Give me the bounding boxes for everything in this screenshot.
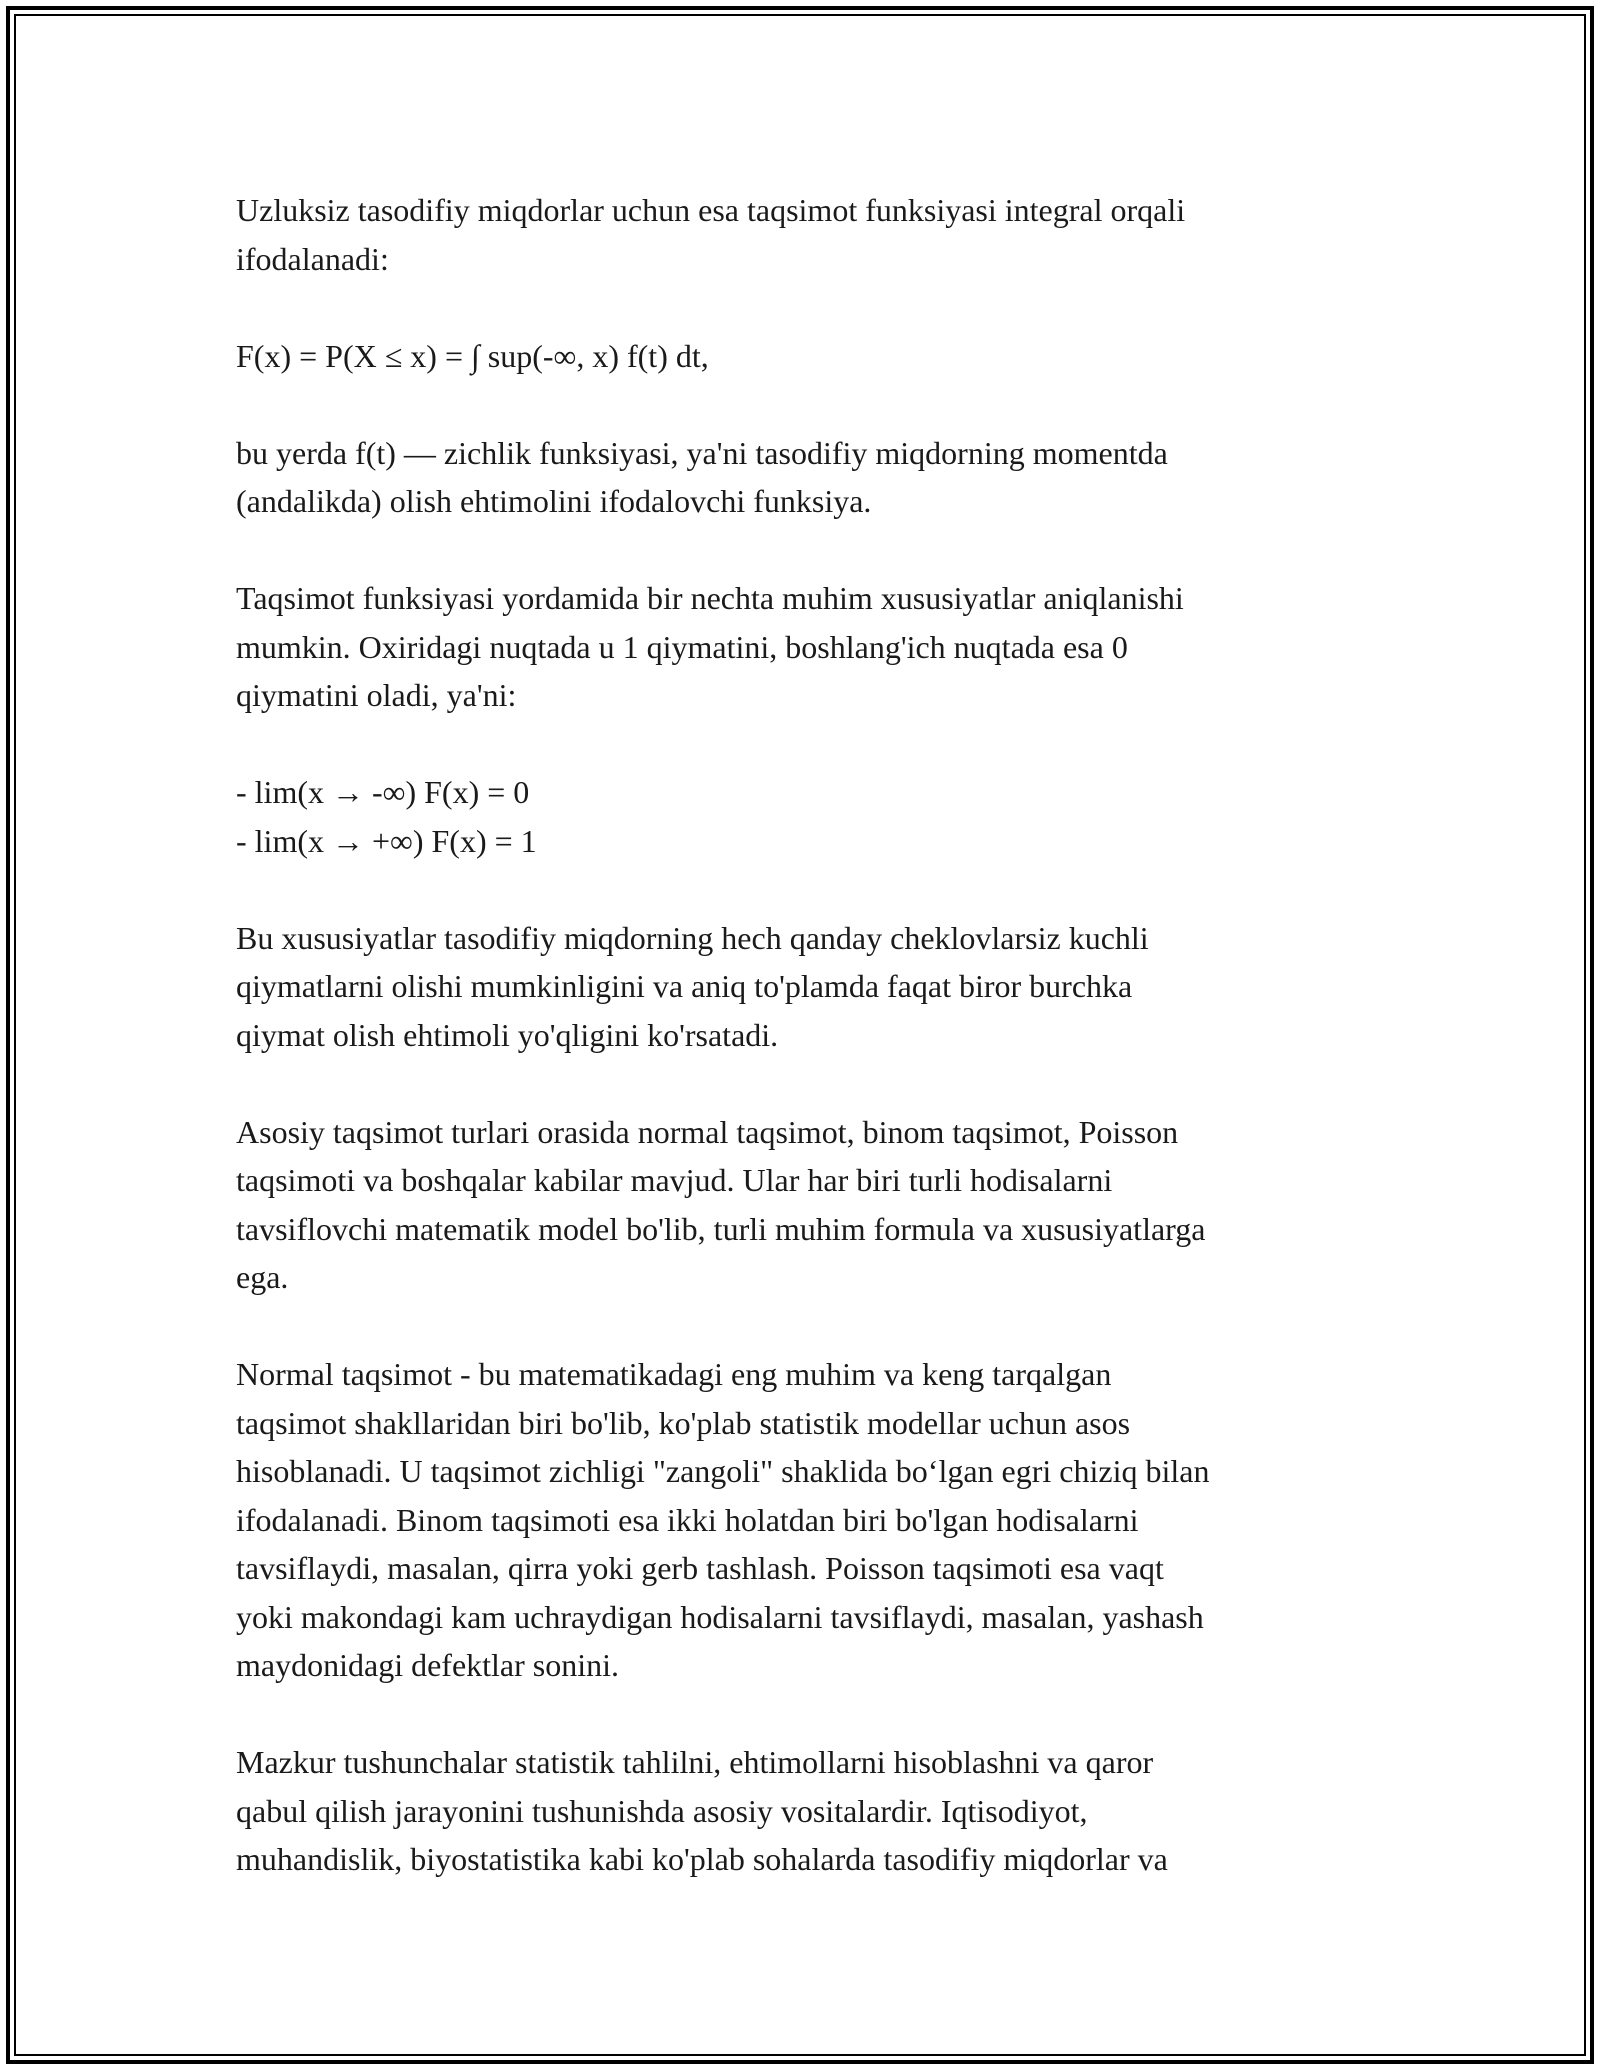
paragraph-density-definition [236,429,1366,526]
text-line: muhandislik, biyostatistika kabi ko'plab sohalarda tasodifiy miqdorlar va [236,1841,1168,1877]
text-line: taqsimoti va boshqalar kabilar mavjud. Ular har biri turli hodisalarni [236,1162,1113,1198]
text-line: qiymatlarni olishi mumkinligini va aniq to'plamda faqat biror burchka [236,968,1133,1004]
text-line: ega. [236,1259,289,1295]
text-line: maydonidagi defektlar sonini. [236,1647,620,1683]
paragraph-property-meaning [236,914,1366,1060]
text-line: Uzluksiz tasodifiy miqdorlar uchun esa taqsimot funksiyasi integral orqali [236,192,1186,228]
text-line: Normal taqsimot - bu matematikadagi eng muhim va keng tarqalgan [236,1356,1112,1392]
text-line: hisoblanadi. U taqsimot zichligi "zangoli" shaklida bo‘lgan egri chiziq bilan [236,1453,1210,1489]
limit-item: - lim(x → -∞) F(x) = 0 [236,774,530,810]
paragraph-intro [236,186,1366,283]
text-line: Bu xususiyatlar tasodifiy miqdorning hech qanday cheklovlarsiz kuchli [236,919,1149,956]
paragraph-properties [236,574,1366,720]
text-line: Asosiy taqsimot turlari orasida normal taqsimot, binom taqsimot, Poisson [236,1113,1179,1150]
text-line: bu yerda f(t) — zichlik funksiyasi, ya'ni tasodifiy miqdorning momentda [236,434,1168,471]
paragraph-conclusion [236,1738,1366,1884]
paragraph-normal-distribution [236,1350,1366,1690]
text-line: taqsimot shakllaridan biri bo'lib, ko'plab statistik modellar uchun asos [236,1404,1131,1441]
paragraph-distribution-types [236,1108,1366,1302]
text-line: (andalikda) olish ehtimolini ifodalovchi funksiya. [236,483,872,519]
limit-list [236,768,1366,865]
text-line: qiymat olish ehtimoli yo'qligini ko'rsatadi. [236,1016,779,1053]
text-line: qiymatini oladi, ya'ni: [236,677,517,713]
limit-item: - lim(x → +∞) F(x) = 1 [236,822,537,859]
formula-line: F(x) = P(X ≤ x) = ∫ sup(-∞, x) f(t) dt, [236,337,709,374]
document-body [236,186,1366,1932]
text-line: ifodalanadi: [236,240,389,277]
text-line: tavsiflaydi, masalan, qirra yoki gerb tashlash. Poisson taqsimoti esa vaqt [236,1550,1164,1586]
text-line: qabul qilish jarayonini tushunishda asosiy vositalardir. Iqtisodiyot, [236,1792,1088,1829]
text-line: tavsiflovchi matematik model bo'lib, turli muhim formula va xususiyatlarga [236,1210,1206,1247]
text-line: ifodalanadi. Binom taqsimoti esa ikki holatdan biri bo'lgan hodisalarni [236,1501,1139,1538]
formula-distribution-function [236,332,1366,381]
text-line: mumkin. Oxiridagi nuqtada u 1 qiymatini, boshlang'ich nuqtada esa 0 [236,628,1128,665]
text-line: yoki makondagi kam uchraydigan hodisalarni tavsiflaydi, masalan, yashash [236,1598,1204,1635]
text-line: Taqsimot funksiyasi yordamida bir nechta muhim xususiyatlar aniqlanishi [236,580,1184,616]
text-line: Mazkur tushunchalar statistik tahlilni, ehtimollarni hisoblashni va qaror [236,1744,1154,1780]
